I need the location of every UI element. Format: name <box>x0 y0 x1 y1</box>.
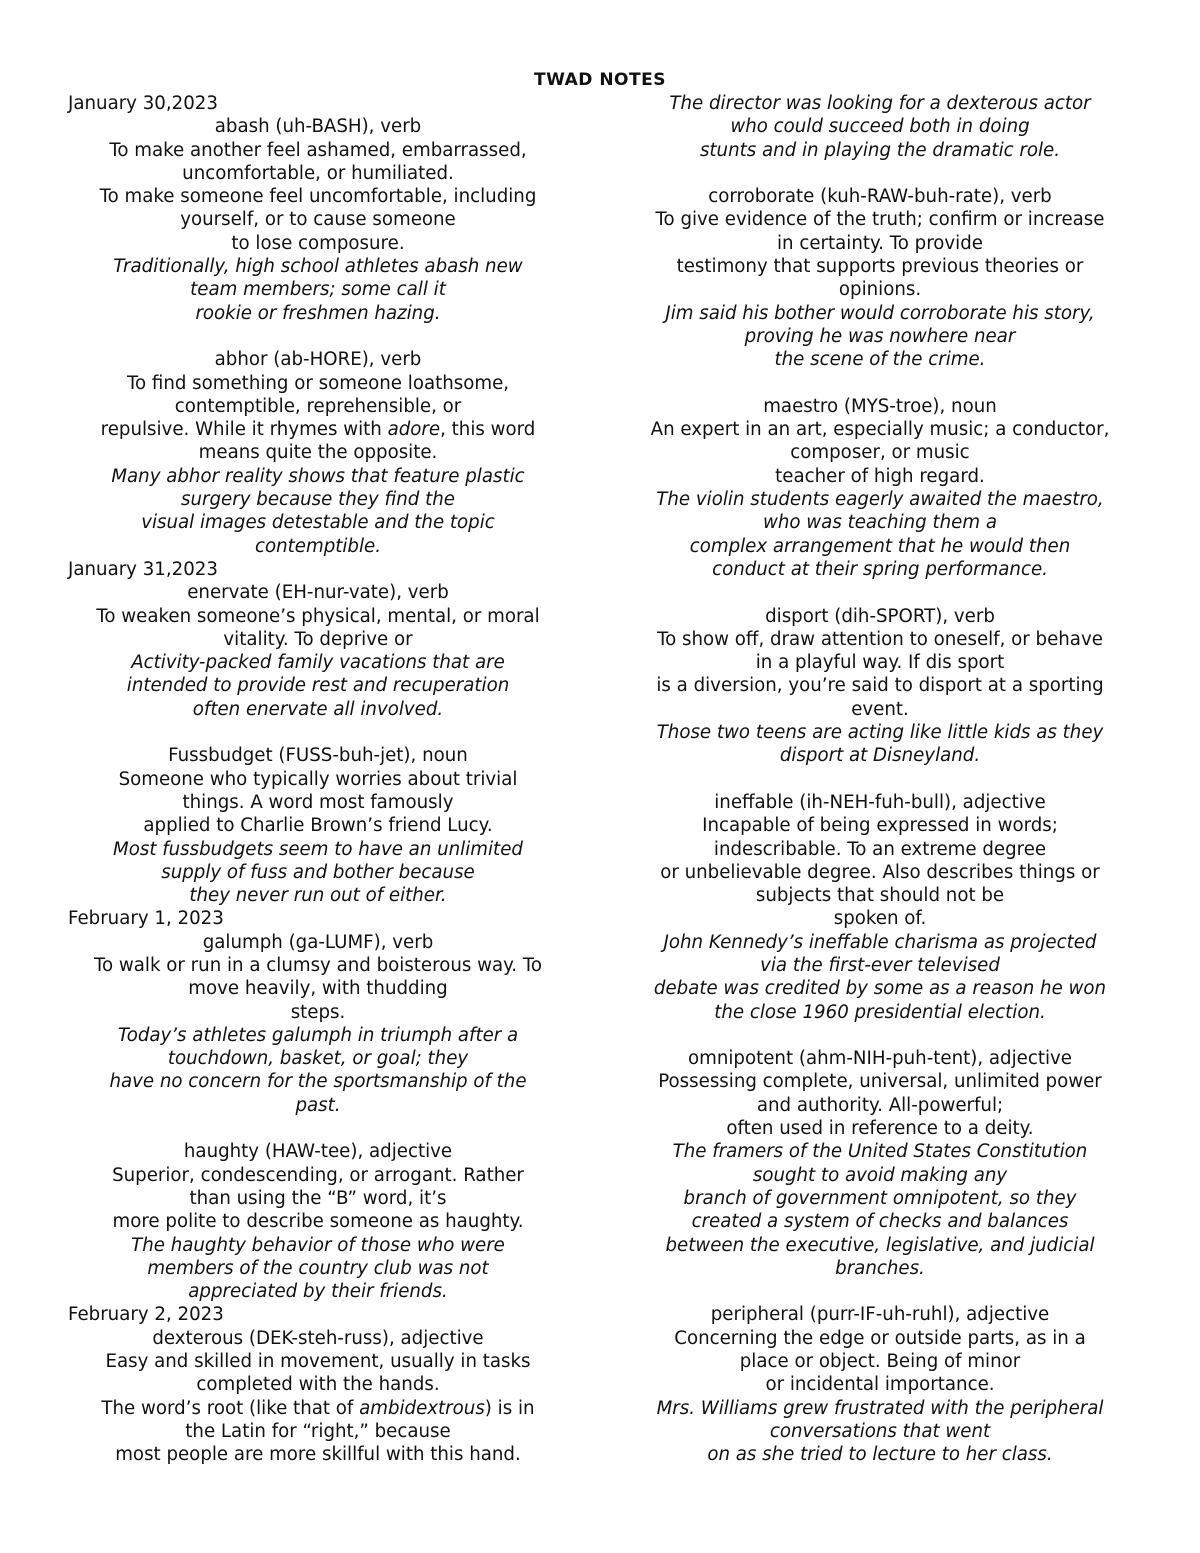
example-sentence-line: via the first-ever televised <box>760 954 1000 976</box>
date-heading: February 1, 2023 <box>68 908 224 930</box>
example-sentence-line: sought to avoid making any <box>752 1164 1008 1186</box>
definition-line: most people are more skillful with this hand. <box>115 1444 521 1466</box>
definition-line: in certainty. To provide <box>777 232 983 254</box>
spacer <box>68 325 568 348</box>
example-sentence-line: Mrs. Williams grew frustrated with the peripheral <box>656 1397 1104 1419</box>
definition-line: To give evidence of the truth; confirm or increase <box>655 209 1105 231</box>
vocab-entry <box>68 115 568 325</box>
word-heading: Fussbudget (FUSS-buh-jet), noun <box>168 745 468 767</box>
left-column <box>68 92 568 1467</box>
definition-line: or incidental importance. <box>765 1374 995 1396</box>
example-sentence-line: branch of government omnipotent, so they <box>683 1187 1077 1209</box>
definition-line: event. <box>851 698 909 720</box>
definition-line: means quite the opposite. <box>198 442 438 464</box>
word-heading: omnipotent (ahm-NIH-puh-tent), adjective <box>688 1048 1072 1070</box>
definition-line: To find something or someone loathsome, <box>126 372 510 394</box>
vocab-entry <box>68 581 568 721</box>
example-sentence-line: members of the country club was not <box>147 1257 489 1279</box>
spacer <box>68 721 568 744</box>
page-title: TWAD NOTES <box>534 70 666 90</box>
word-heading: abhor (ab-HORE), verb <box>214 349 422 371</box>
example-sentence-line: complex arrangement that he would then <box>689 535 1071 557</box>
definition-line: place or object. Being of minor <box>739 1351 1021 1373</box>
example-sentence-line: have no concern for the sportsmanship of the <box>109 1071 527 1093</box>
definition-line: Incapable of being expressed in words; <box>702 815 1058 837</box>
example-sentence-line: visual images detestable and the topic <box>141 512 495 534</box>
vocab-entry <box>68 931 568 1117</box>
definition-line: completed with the hands. <box>196 1374 440 1396</box>
definition-line: is a diversion, you’re said to disport at a sporting <box>656 675 1104 697</box>
word-heading: haughty (HAW-tee), adjective <box>183 1141 453 1163</box>
definition-line: vitality. To deprive or <box>223 628 413 650</box>
example-sentence-line: on as she tried to lecture to her class. <box>707 1444 1053 1466</box>
definition-line: yourself, or to cause someone <box>180 209 456 231</box>
word-heading: ineffable (ih-NEH-fuh-bull), adjective <box>714 791 1046 813</box>
example-sentence-line: Those two teens are acting like little kids as they <box>656 722 1104 744</box>
example-sentence-line: supply of fuss and bother because <box>161 861 475 883</box>
definition-line: Concerning the edge or outside parts, as in a <box>674 1327 1086 1349</box>
definition-line: spoken of. <box>833 908 927 930</box>
example-sentence-line: The violin students eagerly awaited the maestro, <box>656 489 1104 511</box>
definition-line: subjects that should not be <box>755 885 1005 907</box>
definition-line: uncomfortable, or humiliated. <box>182 162 454 184</box>
example-sentence-line: The director was looking for a dexterous actor <box>669 93 1091 114</box>
example-sentence-line: Many abhor reality shows that feature plastic <box>111 465 525 487</box>
definition-line: An expert in an art, especially music; a conductor, <box>650 419 1110 441</box>
definition-line: To walk or run in a clumsy and boisterous way. To <box>93 954 543 976</box>
example-sentence-line: Most fussbudgets seem to have an unlimited <box>113 838 523 860</box>
vocab-entry <box>630 1303 1130 1466</box>
definition-line: repulsive. While it rhymes with adore, this word <box>100 419 536 441</box>
example-sentence-line: branches. <box>835 1257 925 1279</box>
definition-line: Superior, condescending, or arrogant. Rather <box>112 1164 524 1186</box>
vocab-entry <box>68 1140 568 1303</box>
example-sentence-line: they never run out of either. <box>189 885 447 907</box>
definition-line: steps. <box>290 1001 346 1023</box>
vocab-entry <box>630 1047 1130 1280</box>
example-sentence-line: appreciated by their friends. <box>188 1281 448 1303</box>
spacer <box>630 768 1130 791</box>
vocab-entry <box>630 791 1130 1024</box>
vocab-entry <box>630 395 1130 581</box>
vocab-entry <box>68 348 568 558</box>
emphasized-word: adore <box>387 419 441 441</box>
definition-line: Possessing complete, universal, unlimited power <box>658 1071 1102 1093</box>
example-sentence-line: stunts and in playing the dramatic role. <box>699 139 1061 161</box>
date-heading: January 31,2023 <box>68 558 218 580</box>
definition-line: indescribable. To an extreme degree <box>713 838 1047 860</box>
example-sentence-line: surgery because they find the <box>181 489 455 511</box>
definition-line: composer, or music <box>790 442 970 464</box>
example-sentence-line: Today’s athletes galumph in triumph after a <box>117 1024 519 1046</box>
date-heading: February 2, 2023 <box>68 1304 224 1326</box>
example-sentence-line: the scene of the crime. <box>774 349 986 371</box>
definition-line: more polite to describe someone as haughty. <box>112 1211 524 1233</box>
word-heading: dexterous (DEK-steh-russ), adjective <box>152 1327 484 1349</box>
definition-line: To show off, draw attention to oneself, or behave <box>657 628 1103 650</box>
definition-line: and authority. All-powerful; <box>756 1094 1004 1116</box>
example-sentence-line: Traditionally, high school athletes abash new <box>113 256 523 278</box>
example-sentence-line: touchdown, basket, or goal; they <box>167 1048 469 1070</box>
definition-line: applied to Charlie Brown’s friend Lucy. <box>143 815 493 837</box>
emphasized-word: ambidextrous <box>359 1397 485 1419</box>
example-sentence-line: past. <box>295 1094 341 1116</box>
example-sentence-line: conduct at their spring performance. <box>712 558 1048 580</box>
definition-line: The word’s root (like that of ambidextrous) is in <box>101 1397 535 1419</box>
word-heading: abash (uh-BASH), verb <box>214 116 422 138</box>
example-sentence-line: Activity-packed family vacations that are <box>131 652 505 674</box>
right-column <box>630 92 1130 1467</box>
example-sentence-line: conversations that went <box>769 1420 991 1442</box>
definition-line: Easy and skilled in movement, usually in tasks <box>105 1351 531 1373</box>
word-heading: enervate (EH-nur-vate), verb <box>187 582 449 604</box>
example-sentence-line: contemptible. <box>255 535 381 557</box>
definition-line: than using the “B” word, it’s <box>189 1187 447 1209</box>
word-heading: galumph (ga-LUMF), verb <box>202 931 434 953</box>
definition-line: move heavily, with thudding <box>188 978 448 1000</box>
definition-line: opinions. <box>838 279 922 301</box>
word-heading: maestro (MYS-troe), noun <box>763 395 997 417</box>
vocab-entry <box>630 185 1130 371</box>
definition-line: contemptible, reprehensible, or <box>174 395 462 417</box>
definition-line: or unbelievable degree. Also describes things or <box>660 861 1100 883</box>
example-sentence-line: who could succeed both in doing <box>730 116 1030 138</box>
definition-line: teacher of high regard. <box>775 465 985 487</box>
word-heading: peripheral (purr-IF-uh-ruhl), adjective <box>710 1304 1050 1326</box>
example-sentence-line: disport at Disneyland. <box>779 745 981 767</box>
spacer <box>630 162 1130 185</box>
example-sentence-line: who was teaching them a <box>763 512 997 534</box>
date-heading: January 30,2023 <box>68 93 218 114</box>
vocab-entry <box>68 1327 568 1467</box>
example-sentence-line: John Kennedy’s ineffable charisma as projected <box>663 931 1097 953</box>
vocab-entry <box>68 744 568 907</box>
example-sentence-line: debate was credited by some as a reason he won <box>653 978 1107 1000</box>
definition-line: To make someone feel uncomfortable, including <box>99 186 537 208</box>
definition-line: often used in reference to a deity. <box>726 1118 1034 1140</box>
definition-line: the Latin for “right,” because <box>185 1420 451 1442</box>
vocab-entry <box>630 92 1130 162</box>
definition-line: things. A word most famously <box>182 791 454 813</box>
example-sentence-line: proving he was nowhere near <box>744 325 1016 347</box>
example-sentence-line: Jim said his bother would corroborate his story, <box>665 302 1095 324</box>
spacer <box>630 1280 1130 1303</box>
spacer <box>630 1024 1130 1047</box>
definition-line: To make another feel ashamed, embarrassed, <box>109 139 527 161</box>
example-sentence-line: team members; some call it <box>190 279 446 301</box>
spacer <box>630 372 1130 395</box>
vocab-entry <box>630 605 1130 768</box>
definition-line: To weaken someone’s physical, mental, or moral <box>96 605 540 627</box>
example-sentence-line: the close 1960 presidential election. <box>714 1001 1046 1023</box>
definition-line: to lose composure. <box>231 232 405 254</box>
word-heading: corroborate (kuh-RAW-buh-rate), verb <box>708 186 1052 208</box>
definition-line: Someone who typically worries about trivial <box>118 768 518 790</box>
example-sentence-line: intended to provide rest and recuperation <box>126 675 510 697</box>
example-sentence-line: The framers of the United States Constitution <box>672 1141 1088 1163</box>
definition-line: in a playful way. If dis sport <box>755 652 1005 674</box>
example-sentence-line: created a system of checks and balances <box>691 1211 1069 1233</box>
definition-line: testimony that supports previous theories or <box>676 256 1084 278</box>
example-sentence-line: The haughty behavior of those who were <box>131 1234 505 1256</box>
example-sentence-line: rookie or freshmen hazing. <box>195 302 441 324</box>
example-sentence-line: between the executive, legislative, and judicial <box>665 1234 1095 1256</box>
example-sentence-line: often enervate all involved. <box>192 698 444 720</box>
spacer <box>630 581 1130 604</box>
spacer <box>68 1117 568 1140</box>
word-heading: disport (dih-SPORT), verb <box>765 605 995 627</box>
